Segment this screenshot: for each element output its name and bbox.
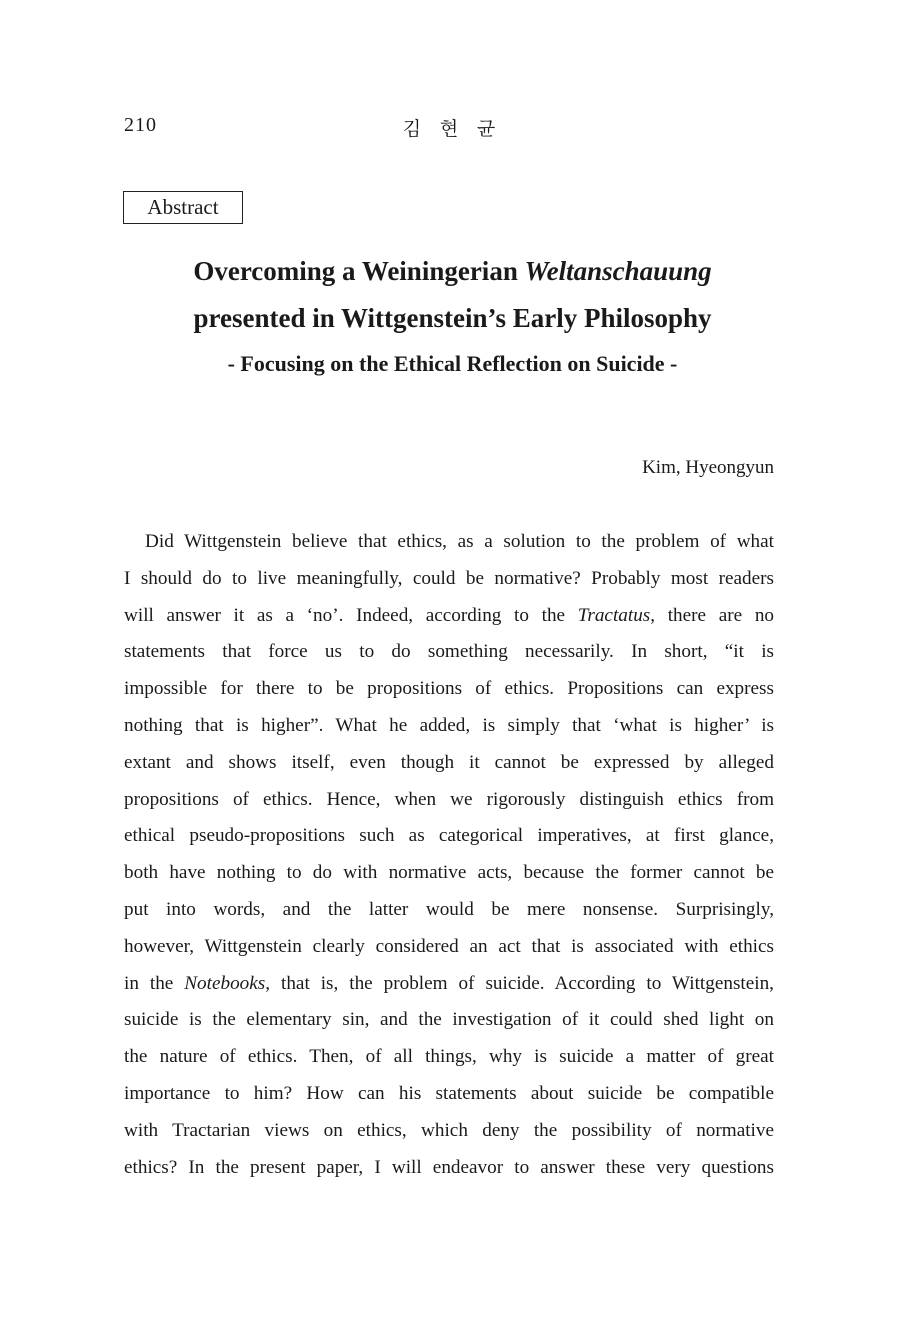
body-line: ethics? In the present paper, I will endeavor to answer these very questions [124,1156,774,1178]
author-name: Kim, Hyeongyun [642,457,774,478]
body-line: impossible for there to be propositions of ethics. Propositions can express [124,678,774,700]
body-line-segment: in the [124,972,185,994]
body-line: nothing that is higher”. What he added, is simply that ‘what is higher’ is [124,714,774,736]
body-line: Did Wittgenstein believe that ethics, as a solution to the problem of what [145,531,774,552]
title-italic-term: Weltanschauung [524,256,712,286]
body-line [124,966,774,1003]
title-line-2: presented in Wittgenstein’s Early Philosophy [193,303,712,333]
italic-term-notebooks: Notebooks [184,972,266,994]
body-line: put into words, and the latter would be mere nonsense. Surprisingly, [124,898,774,920]
body-line: the nature of ethics. Then, of all things, why is suicide a matter of great [124,1046,774,1068]
title-line-1 [0,256,905,287]
title-line-1-text: Overcoming a Weiningerian [193,256,525,286]
body-line: importance to him? How can his statements about suicide be compatible [124,1082,774,1104]
subtitle: - Focusing on the Ethical Reflection on Suicide - [227,351,678,376]
running-head-author: 김 현 균 [402,119,503,140]
body-line-segment: will answer it as a ‘no’. Indeed, according to the [124,604,578,626]
body-line: propositions of ethics. Hence, when we rigorously distinguish ethics from [124,788,774,810]
body-line-segment: , that is, the problem of suicide. According to Wittgenstein, [265,972,774,994]
body-line: however, Wittgenstein clearly considered an act that is associated with ethics [124,935,774,957]
body-line: I should do to live meaningfully, could be normative? Probably most readers [124,567,774,589]
page-number: 210 [124,114,157,136]
body-line: statements that force us to do something necessarily. In short, “it is [124,641,774,663]
body-line: ethical pseudo-propositions such as categorical imperatives, at first glance, [124,825,774,847]
body-line: with Tractarian views on ethics, which deny the possibility of normative [124,1119,774,1141]
body-line [124,598,774,635]
body-line: both have nothing to do with normative acts, because the former cannot be [124,862,774,884]
body-line-segment: , there are no [650,604,775,626]
abstract-label: Abstract [123,191,243,224]
italic-term-tractatus: Tractatus [577,604,651,626]
abstract-body [124,524,774,1186]
body-line: extant and shows itself, even though it cannot be expressed by alleged [124,751,774,773]
body-line: suicide is the elementary sin, and the investigation of it could shed light on [124,1009,774,1031]
